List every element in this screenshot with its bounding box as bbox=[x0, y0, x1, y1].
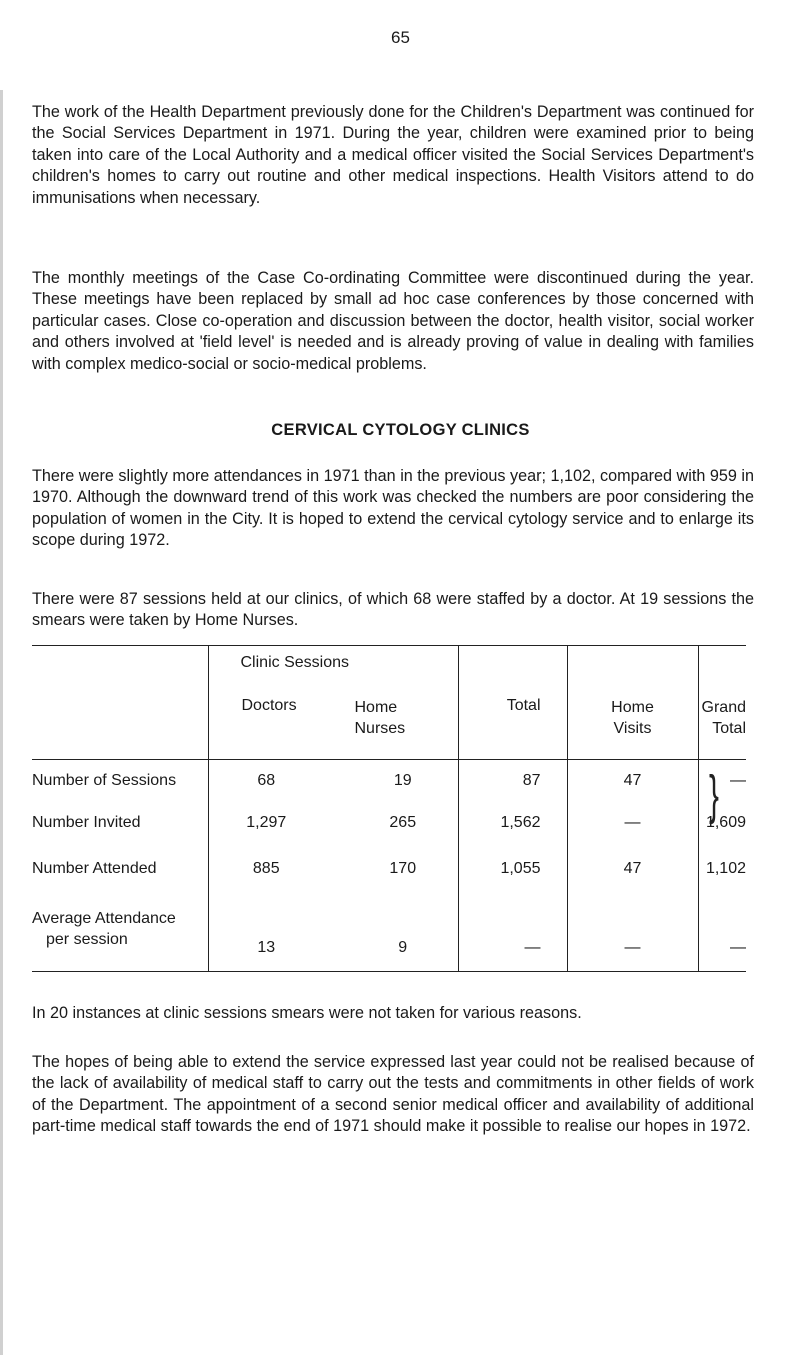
cell-home-visits: — bbox=[567, 894, 698, 972]
cell-home-nurses: 9 bbox=[348, 894, 458, 972]
cell-grand-total-value: — bbox=[730, 772, 746, 789]
header-home-visits bbox=[567, 646, 698, 760]
cell-total: 1,055 bbox=[458, 844, 567, 894]
col-header-grand-total bbox=[702, 697, 746, 739]
cell-home-nurses: 170 bbox=[389, 859, 417, 877]
cell-home-visits: 47 bbox=[567, 844, 698, 894]
cell-home-visits: 47 bbox=[567, 760, 698, 802]
header-clinic-sessions bbox=[208, 646, 458, 760]
row-label: Number of Sessions bbox=[32, 772, 177, 789]
paragraph-text: The monthly meetings of the Case Co-ordinating Committee were discontinued during the year. These meetings have been replaced by small ad hoc case conferences by those concerned with particular cases. Close co-operation and discussion between the doctor, health visitor, social worker and others involved at 'field level' is needed and is already proving of value in dealing with families with complex medico-social or socio-medical problems. bbox=[32, 269, 754, 373]
header-line: Nurses bbox=[354, 720, 406, 737]
clinic-sessions-label: Clinic Sessions bbox=[240, 654, 349, 671]
cell-home-nurses: 19 bbox=[393, 772, 412, 789]
paragraph-text: There were slightly more attendances in 1971 than in the previous year; 1,102, compared with 959 in 1970. Although the downward trend of this work was checked the numbers are poor considering the population of women in the City. It is hoped to extend the cervical cytology service and to enlarge its scope during 1972. bbox=[32, 467, 754, 550]
header-total bbox=[458, 646, 567, 760]
paragraph-sessions bbox=[32, 589, 754, 632]
row-label-line: Average Attendance bbox=[32, 909, 176, 927]
col-header-home-visits bbox=[568, 697, 698, 739]
cell-home-visits: — bbox=[567, 802, 698, 844]
col-header-home-nurses bbox=[355, 697, 406, 739]
paragraph-attendances bbox=[32, 466, 754, 552]
cell-doctors: 1,297 bbox=[208, 802, 348, 844]
brace-mark: } bbox=[708, 765, 719, 825]
paragraph-text: The hopes of being able to extend the service expressed last year could not be realised because of the lack of availability of medical staff to carry out the tests and commitments in other fields of work of the Department. The appointment of a second senior medical officer and availability of additional part-time medical staff towards the end of 1971 should make it possible to realise our hopes in 1972. bbox=[32, 1053, 754, 1136]
table-row bbox=[32, 802, 746, 844]
table-row bbox=[32, 844, 746, 894]
col-header-doctors: Doctors bbox=[241, 697, 297, 714]
header-line: Grand bbox=[701, 699, 746, 716]
table-row bbox=[32, 894, 746, 972]
table-row bbox=[32, 760, 746, 802]
row-label: Number Attended bbox=[32, 859, 157, 877]
paragraph-instances bbox=[32, 1003, 754, 1024]
header-line: Home bbox=[354, 699, 398, 716]
cervical-cytology-table bbox=[32, 645, 746, 972]
row-label: Number Invited bbox=[32, 813, 141, 831]
cell-grand-total: — bbox=[698, 894, 746, 972]
cell-grand-total: 1,609 bbox=[698, 802, 746, 844]
cell-doctors: 13 bbox=[208, 894, 348, 972]
cell-total: — bbox=[458, 894, 567, 972]
paragraph-text: There were 87 sessions held at our clinics, of which 68 were staffed by a doctor. At 19 sessions the smears were taken by Home Nurses. bbox=[32, 590, 754, 630]
header-line: Visits bbox=[613, 720, 652, 737]
table-header-row bbox=[32, 646, 746, 760]
cell-home-nurses: 265 bbox=[389, 813, 417, 831]
cell-grand-total: 1,102 bbox=[698, 844, 746, 894]
row-label-line: per session bbox=[46, 930, 128, 948]
col-header-total: Total bbox=[506, 697, 541, 714]
cell-doctors: 68 bbox=[208, 760, 348, 802]
header-grand-total bbox=[698, 646, 746, 760]
section-heading: CERVICAL CYTOLOGY CLINICS bbox=[271, 421, 530, 439]
row-label bbox=[32, 894, 208, 972]
paragraph-text: The work of the Health Department previously done for the Children's Department was continued for the Social Services Department in 1971. During the year, children were examined prior to being taken into care of the Local Authority and a medical officer visited the Social Services Department's children's homes to carry out routine and other medical inspections. Health Visitors attend to do immunisations when necessary. bbox=[32, 103, 754, 207]
header-blank bbox=[32, 646, 208, 760]
cell-doctors: 885 bbox=[208, 844, 348, 894]
paragraph-text: In 20 instances at clinic sessions smears were not taken for various reasons. bbox=[32, 1004, 582, 1022]
header-line: Total bbox=[712, 720, 746, 737]
paragraph-health-department bbox=[32, 102, 754, 209]
cell-total: 1,562 bbox=[458, 802, 567, 844]
paragraph-case-coordinating bbox=[32, 268, 754, 375]
page-number: 65 bbox=[391, 28, 410, 47]
header-line: Home bbox=[611, 699, 654, 716]
paragraph-hopes bbox=[32, 1052, 754, 1138]
page-edge-shadow bbox=[0, 90, 3, 1355]
cell-total: 87 bbox=[458, 760, 567, 802]
